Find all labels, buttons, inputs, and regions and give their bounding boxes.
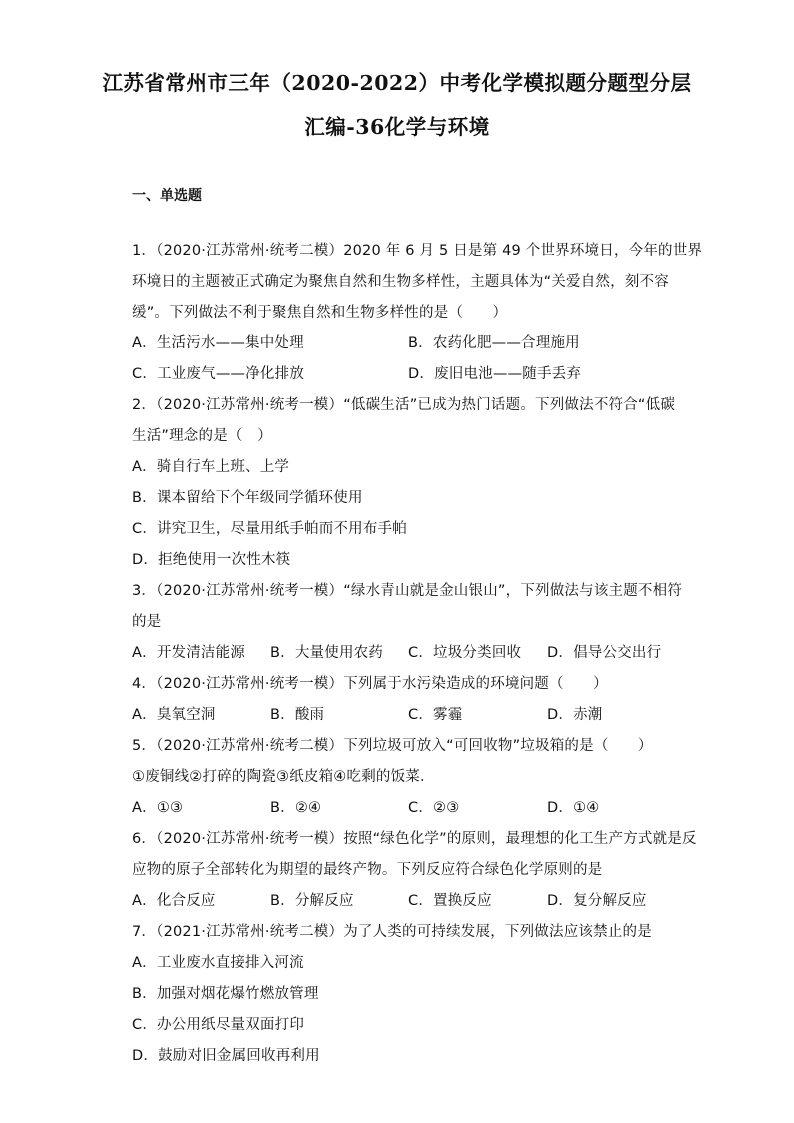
question-2-text: 生活”理念的是（ ）: [132, 428, 273, 444]
question-6-text: 应物的原子全部转化为期望的最终产物。下列反应符合绿色化学原则的是: [132, 862, 603, 878]
question-4-text: 4．（2020·江苏常州·统考一模）下列属于水污染造成的环境问题（ ）: [132, 676, 608, 692]
question-1-text: 1．（2020·江苏常州·统考二模）2020 年 6 月 5 日是第 49 个世界环境日，今年的世界: [132, 243, 703, 259]
question-3-text: 的是: [132, 614, 162, 630]
question-3-option-a: A．开发清洁能源: [132, 645, 246, 661]
question-5-option-b: B．②④: [270, 800, 322, 816]
question-6-text: 6．（2020·江苏常州·统考一模）按照“绿色化学”的原则，最理想的化工生产方式就是反: [132, 831, 697, 847]
question-2-option-d: D．拒绝使用一次性木筷: [132, 552, 291, 568]
question-3-text: 3．（2020·江苏常州·统考一模）“绿水青山就是金山银山”，下列做法与该主题不相符: [132, 583, 683, 599]
question-5-text: 5．（2020·江苏常州·统考二模）下列垃圾可放入“可回收物”垃圾箱的是（ ）: [132, 738, 653, 754]
section-heading: 一、单选题: [132, 188, 202, 204]
question-2-text: 2．（2020·江苏常州·统考一模）“低碳生活”已成为热门话题。下列做法不符合“低碳: [132, 397, 676, 413]
question-7-text: 7．（2021·江苏常州·统考二模）为了人类的可持续发展，下列做法应该禁止的是: [132, 924, 652, 940]
question-7-option-b: B．加强对烟花爆竹燃放管理: [132, 986, 319, 1002]
question-1-option-c: C．工业废气——净化排放: [132, 366, 305, 382]
question-5-text: ①废铜线②打碎的陶瓷③纸皮箱④吃剩的饭菜．: [132, 769, 435, 785]
question-3-option-b: B．大量使用农药: [270, 645, 384, 661]
question-1-option-a: A．生活污水——集中处理: [132, 335, 304, 351]
question-1-option-d: D．废旧电池——随手丢弃: [408, 366, 582, 382]
question-7-option-a: A．工业废水直接排入河流: [132, 955, 304, 971]
question-2-option-b: B．课本留给下个年级同学循环使用: [132, 490, 363, 506]
question-6-option-d: D．复分解反应: [547, 893, 647, 909]
question-2-option-c: C．讲究卫生，尽量用纸手帕而不用布手帕: [132, 521, 407, 537]
question-7-option-d: D．鼓励对旧金属回收再利用: [132, 1048, 320, 1064]
question-3-option-c: C．垃圾分类回收: [408, 645, 522, 661]
question-5-option-d: D．①④: [547, 800, 600, 816]
question-6-option-c: C．置换反应: [408, 893, 492, 909]
document-title-line-1: 江苏省常州市三年（2020-2022）中考化学模拟题分题型分层: [102, 71, 692, 95]
question-6-option-b: B．分解反应: [270, 893, 354, 909]
question-6-option-a: A．化合反应: [132, 893, 216, 909]
question-3-option-d: D．倡导公交出行: [547, 645, 662, 661]
document-title-line-2: 汇编-36化学与环境: [304, 115, 490, 139]
question-2-option-a: A．骑自行车上班、上学: [132, 459, 290, 475]
question-5-option-c: C．②③: [408, 800, 460, 816]
question-1-option-b: B．农药化肥——合理施用: [408, 335, 580, 351]
question-4-option-c: C．雾霾: [408, 707, 463, 723]
question-5-option-a: A．①③: [132, 800, 184, 816]
question-1-text: 缓”。下列做法不利于聚焦自然和生物多样性的是（ ）: [132, 305, 508, 321]
question-4-option-d: D．赤潮: [547, 707, 603, 723]
question-4-option-b: B．酸雨: [270, 707, 325, 723]
question-7-option-c: C．办公用纸尽量双面打印: [132, 1017, 305, 1033]
question-4-option-a: A．臭氧空洞: [132, 707, 216, 723]
question-1-text: 环境日的主题被正式确定为聚焦自然和生物多样性，主题具体为“关爱自然，刻不容: [132, 274, 669, 290]
